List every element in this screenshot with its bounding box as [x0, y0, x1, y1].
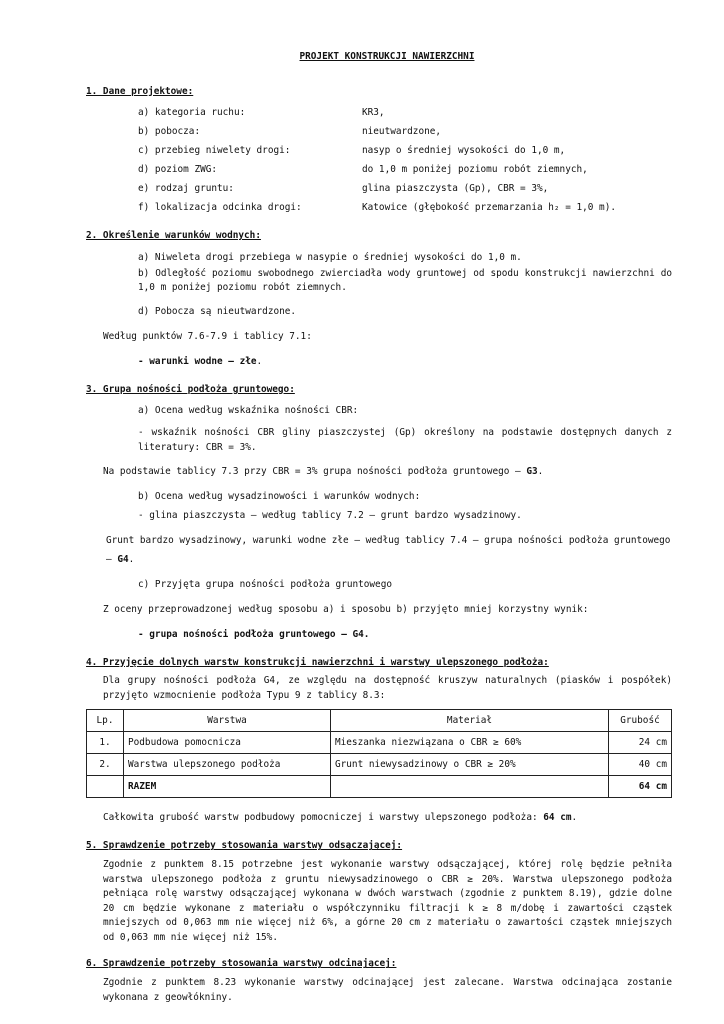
result-value: G3 [526, 465, 538, 477]
data-label: d) poziom ZWG: [138, 164, 218, 176]
punctuation: . [571, 812, 578, 824]
data-label: f) lokalizacja odcinka drogi: [138, 202, 302, 214]
section-heading: 5. Sprawdzenie potrzeby stosowania warstwy odsączającej: [86, 840, 403, 852]
section-heading: 3. Grupa nośności podłoża gruntowego: [86, 383, 295, 395]
table-total-row [87, 776, 672, 798]
table-header: Lp. [87, 710, 124, 732]
data-row [86, 160, 672, 179]
table-cell [124, 776, 331, 798]
result-line: Na podstawie tablicy 7.3 przy CBR = 3% grupa nośności podłoża gruntowego – G3. [103, 465, 544, 477]
total-value: 64 cm [638, 780, 667, 792]
summary-line [86, 808, 672, 827]
final-result-text: - grupa nośności podłoża gruntowego – G4. [138, 628, 370, 640]
section-separating-layer [86, 957, 672, 1005]
paragraph: - wskaźnik nośności CBR gliny piaszczystej (Gp) określony na podstawie dostępnych danych z literatury: CBR = 3%. [138, 427, 672, 454]
result-line: Grunt bardzo wysadzinowy, warunki wodne złe – według tablicy 7.4 – grupa nośności podłoża gruntowego – G4. [106, 534, 671, 565]
paragraph: Zgodnie z punktem 8.23 wykonanie warstwy odcinającej jest zalecane. Warstwa odcinająca zostanie wykonana z geowłókniny. [103, 976, 672, 1003]
paragraph: Według punktów 7.6-7.9 i tablicy 7.1: [103, 330, 312, 342]
table-cell [87, 776, 124, 798]
paragraph: a) Niweleta drogi przebiega w nasypie o średniej wysokości do 1,0 m. [138, 251, 522, 263]
paragraph: Z oceny przeprowadzonej według sposobu a) i sposobu b) przyjęto mniej korzystny wynik: [103, 603, 589, 615]
table-cell: 24 cm [609, 732, 672, 754]
paragraph: d) Pobocza są nieutwardzone. [138, 305, 297, 317]
section-heading: 6. Sprawdzenie potrzeby stosowania warstwy odcinającej: [86, 958, 397, 970]
paragraph: c) Przyjęta grupa nośności podłoża gruntowego [138, 578, 392, 590]
data-row [86, 141, 672, 160]
data-label: c) przebieg niwelety drogi: [138, 145, 291, 157]
table-header-row [87, 710, 672, 732]
data-row [86, 179, 672, 198]
section-water-conditions [86, 229, 672, 371]
data-value: nasyp o średniej wysokości do 1,0 m, [362, 145, 566, 157]
data-row [86, 103, 672, 122]
paragraph: a) Ocena według wskaźnika nośności CBR: [138, 405, 359, 417]
paragraph: Zgodnie z punktem 8.15 potrzebne jest wykonanie warstwy odsączającej, której rolę będzie pełniła warstwa ulepszonego podłoża z gruntu niewysadzinowego o CBR ≥ 20%. Warstwa ulepszonego podłoża pełniąca rolę warstwy odsączającej wykonana w dwóch warstwach (zgodnie z punktem 8.19), gdzie dolne 20 cm będzie wykonane z materiału o współczynniku filtracji k ≥ 8 m/dobę i zawartości cząstek mniejszych od 0,063 mm nie więcej niż 6%, a górne 20 cm z materiału o zawartości cząstek mniejszych od 0,063 mm nie więcej niż 15%. [103, 858, 672, 943]
data-value: nieutwardzone, [362, 126, 442, 138]
paragraph: - glina piaszczysta – według tablicy 7.2 – grunt bardzo wysadzinowy. [138, 509, 522, 521]
section-lower-layers [86, 656, 672, 828]
data-value: KR3, [362, 107, 385, 119]
layers-table [86, 709, 672, 798]
paragraph: b) Odległość poziomu swobodnego zwierciadła wody gruntowej od spodu konstrukcji nawierzchni do 1,0 m poniżej poziomu robót ziemnych. [138, 267, 672, 294]
section-heading: 4. Przyjęcie dolnych warstw konstrukcji nawierzchni i warstwy ulepszonego podłoża: [86, 656, 549, 668]
table-cell: Podbudowa pomocnicza [124, 732, 331, 754]
table-cell: Grunt niewysadzinowy o CBR ≥ 20% [331, 754, 609, 776]
result-text: Na podstawie tablicy 7.3 przy CBR = 3% grupa nośności podłoża gruntowego – [103, 465, 521, 477]
total-label: RAZEM [128, 780, 157, 792]
table-cell: 2. [87, 754, 124, 776]
table-cell [609, 776, 672, 798]
section-heading: 1. Dane projektowe: [86, 85, 194, 97]
section-soil-bearing [86, 383, 672, 644]
final-result [86, 625, 672, 644]
table-cell: 40 cm [609, 754, 672, 776]
punctuation: . [256, 355, 263, 367]
data-value: glina piaszczysta (Gp), CBR = 3%, [362, 183, 549, 195]
summary-value: 64 cm [543, 812, 572, 824]
data-row [86, 198, 672, 217]
document-title: PROJEKT KONSTRUKCJI NAWIERZCHNI [299, 51, 475, 62]
table-cell: Mieszanka niezwiązana o CBR ≥ 60% [331, 732, 609, 754]
data-value: do 1,0 m poniżej poziomu robót ziemnych, [362, 164, 588, 176]
result-text: Grunt bardzo wysadzinowy, warunki wodne złe – według tablicy 7.4 – grupa nośności podłoża gruntowego – [106, 534, 671, 565]
result-value: G4 [117, 553, 129, 565]
table-cell [331, 776, 609, 798]
table-row [87, 732, 672, 754]
data-label: b) pobocza: [138, 126, 201, 138]
data-label: e) rodzaj gruntu: [138, 183, 234, 195]
table-header: Materiał [331, 710, 609, 732]
table-cell: 1. [87, 732, 124, 754]
table-header: Grubość [609, 710, 672, 732]
summary-text: Całkowita grubość warstw podbudowy pomocniczej i warstwy ulepszonego podłoża: [103, 812, 538, 824]
section-design-data [86, 85, 672, 218]
data-label: a) kategoria ruchu: [138, 107, 246, 119]
data-row [86, 122, 672, 141]
paragraph: Dla grupy nośności podłoża G4, ze względu na dostępność kruszyw naturalnych (piasków i pospółek) przyjęto wzmocnienie podłoża Typu 9 z tablicy 8.3: [103, 675, 672, 701]
result-line [86, 352, 672, 371]
table-row [87, 754, 672, 776]
table-header: Warstwa [124, 710, 331, 732]
result-text: - warunki wodne – złe [138, 355, 257, 367]
section-drainage-layer [86, 839, 672, 945]
table-cell: Warstwa ulepszonego podłoża [124, 754, 331, 776]
paragraph: b) Ocena według wysadzinowości i warunków wodnych: [138, 490, 421, 502]
section-heading: 2. Określenie warunków wodnych: [86, 230, 261, 242]
data-value: Katowice (głębokość przemarzania h₂ = 1,0 m). [362, 202, 616, 214]
